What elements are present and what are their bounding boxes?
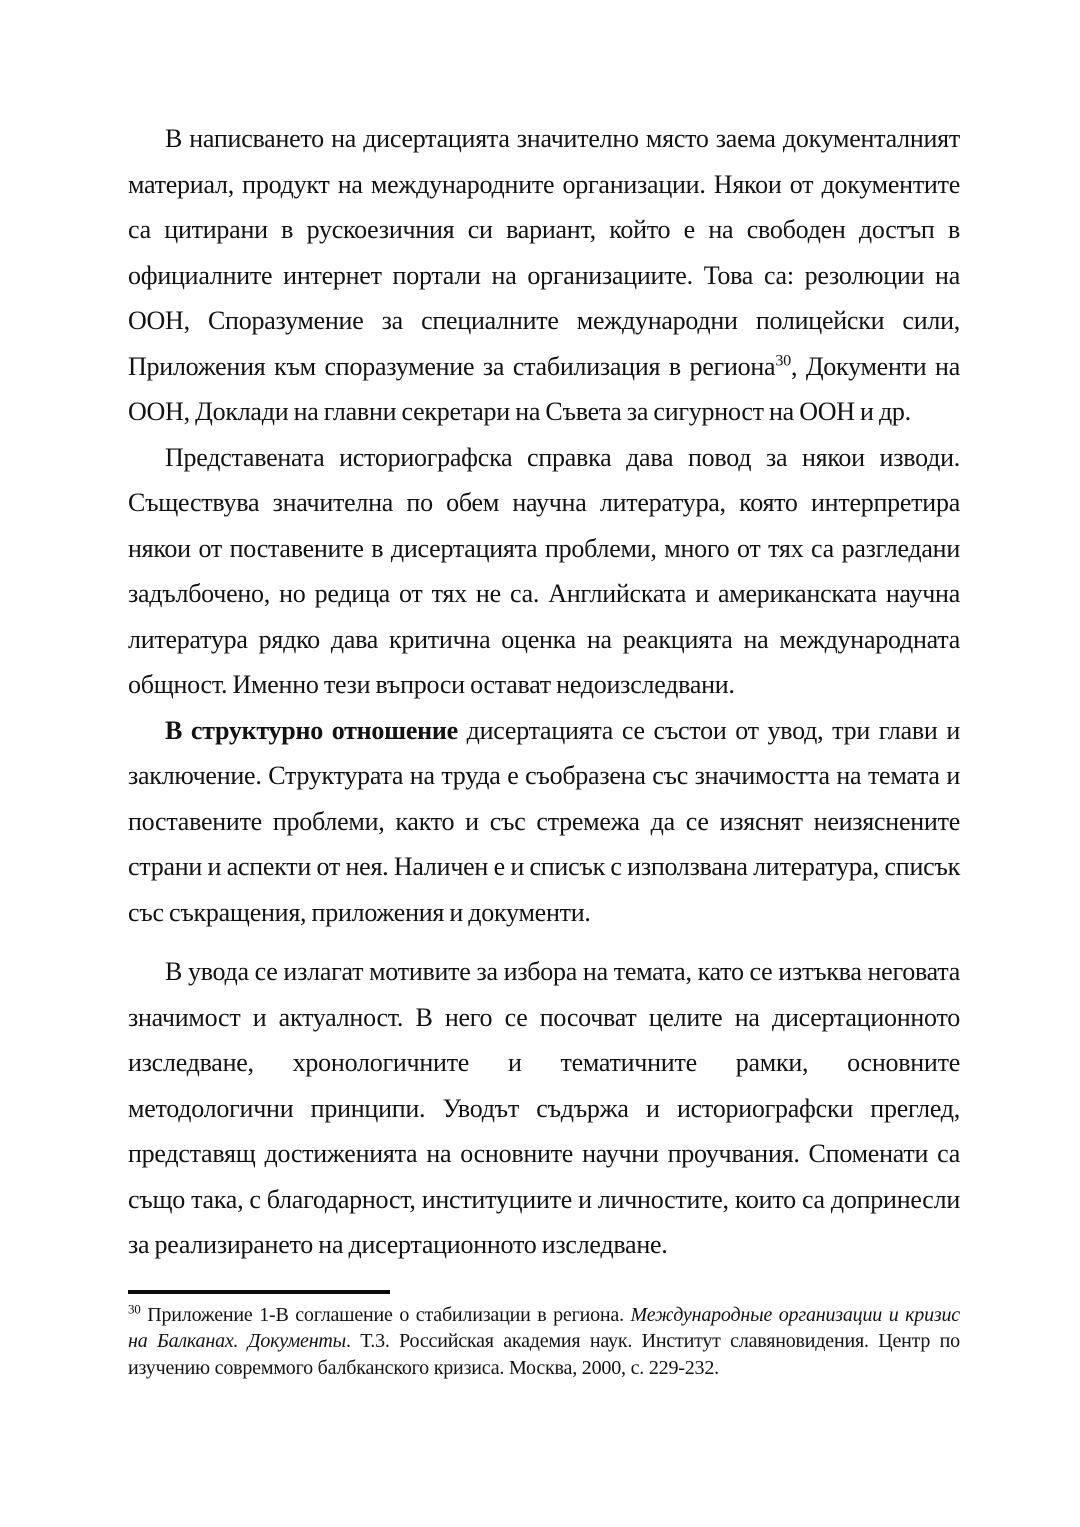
paragraph-sources-text: В написването на дисертацията значително място заема документалният материал, продукт на международните организации. Някои от документите са цитирани в рускоезичния си вариант, който е на свободен достъп в официалните интернет портали на организациите. Това са: резолюции на ООН, Споразумение за специалните международни полицейски сили, Приложения към споразумение за стабилизация в региона (128, 124, 960, 381)
footnote-reference-30: 30 (775, 351, 791, 369)
document-body (128, 116, 960, 1268)
footnote-text-cont: . Т.3. Российская академия наук. Институт славяновидения. Центр по изучению совреммого балбканского кризиса. Москва, 2000, с. 229-232. (128, 1330, 960, 1379)
footnote-area (128, 1290, 960, 1382)
paragraph-structure-bold-lead: В структурно отношение (165, 715, 458, 745)
footnote-separator-rule (128, 1290, 390, 1294)
paragraph-historiography-conclusions: Представената историографска справка дава повод за някои изводи. Съществува значителна по обем научна литература, която интерпретира някои от поставените в дисертацията проблеми, много от тях са разгледани задълбочено, но редица от тях не са. Английската и американската научна литература рядко дава критична оценка на реакцията на международната общност. Именно тези въпроси остават недоизследвани. (128, 442, 960, 699)
footnote-30 (128, 1302, 960, 1382)
footnote-text: Приложение 1-В соглашение о стабилизации в региона. (140, 1303, 631, 1326)
footnote-marker: 30 (128, 1300, 141, 1316)
paragraph-sources-text-cont: , Документи на ООН, Доклади на главни секретари на Съвета за сигурност на ООН и др. (128, 351, 960, 426)
paragraph-structure-text: дисертацията се състои от увод, три глави и заключение. Структурата на труда е съобразена със значимостта на темата и поставените проблеми, както и със стремежа да се изяснят неизяснените страни и аспекти от нея. Наличен е и списък с използвана литература, списък със съкращения, приложения и документи. (128, 715, 960, 927)
paragraph-introduction: В увода се излагат мотивите за избора на темата, като се изтъква неговата значимост и актуалност. В него се посочват целите на дисертационното изследване, хронологичните и тематичните рамки, основните методологични принципи. Уводът съдържа и историографски преглед, представящ достиженията на основните научни проучвания. Споменати са също така, с благодарност, институциите и личностите, които са допринесли за реализирането на дисертационното изследване. (128, 957, 960, 1259)
paragraph-structure (128, 708, 960, 936)
paragraph-sources (128, 116, 960, 435)
footnote-italic-source-title: Международные организации и кризис на Балканах. Документы (128, 1303, 960, 1352)
